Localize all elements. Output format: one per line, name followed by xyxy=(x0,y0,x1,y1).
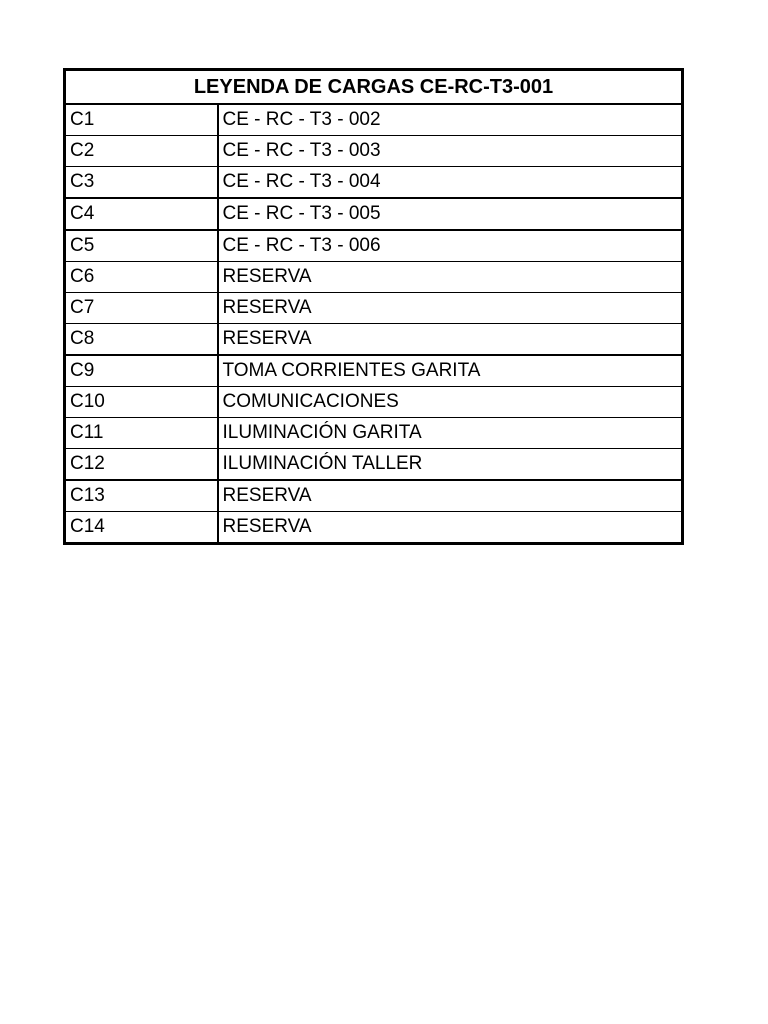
load-description: CE - RC - T3 - 004 xyxy=(218,167,683,199)
load-code: C8 xyxy=(65,324,218,356)
load-code: C13 xyxy=(65,480,218,512)
table-row xyxy=(65,136,683,167)
table-row xyxy=(65,198,683,230)
table-row xyxy=(65,167,683,199)
load-description: COMUNICACIONES xyxy=(218,387,683,418)
load-code: C12 xyxy=(65,449,218,481)
table-title: LEYENDA DE CARGAS CE-RC-T3-001 xyxy=(65,70,683,105)
table-row xyxy=(65,104,683,136)
table-row xyxy=(65,480,683,512)
load-description: ILUMINACIÓN GARITA xyxy=(218,418,683,449)
load-description: TOMA CORRIENTES GARITA xyxy=(218,355,683,387)
load-code: C4 xyxy=(65,198,218,230)
table-row xyxy=(65,512,683,544)
load-code: C6 xyxy=(65,262,218,293)
table-row xyxy=(65,293,683,324)
load-description: RESERVA xyxy=(218,480,683,512)
table-row xyxy=(65,449,683,481)
table-row xyxy=(65,387,683,418)
load-description: CE - RC - T3 - 002 xyxy=(218,104,683,136)
load-code: C14 xyxy=(65,512,218,544)
load-description: CE - RC - T3 - 003 xyxy=(218,136,683,167)
load-code: C3 xyxy=(65,167,218,199)
table-row xyxy=(65,230,683,262)
table-row xyxy=(65,324,683,356)
load-description: RESERVA xyxy=(218,324,683,356)
load-legend-table xyxy=(63,68,684,545)
load-description: CE - RC - T3 - 005 xyxy=(218,198,683,230)
table-row xyxy=(65,355,683,387)
load-code: C11 xyxy=(65,418,218,449)
load-description: CE - RC - T3 - 006 xyxy=(218,230,683,262)
load-description: ILUMINACIÓN TALLER xyxy=(218,449,683,481)
load-description: RESERVA xyxy=(218,262,683,293)
load-code: C5 xyxy=(65,230,218,262)
load-code: C10 xyxy=(65,387,218,418)
load-description: RESERVA xyxy=(218,512,683,544)
load-code: C1 xyxy=(65,104,218,136)
load-code: C2 xyxy=(65,136,218,167)
load-description: RESERVA xyxy=(218,293,683,324)
table-row xyxy=(65,418,683,449)
load-code: C9 xyxy=(65,355,218,387)
header-row xyxy=(65,70,683,105)
load-code: C7 xyxy=(65,293,218,324)
table-row xyxy=(65,262,683,293)
